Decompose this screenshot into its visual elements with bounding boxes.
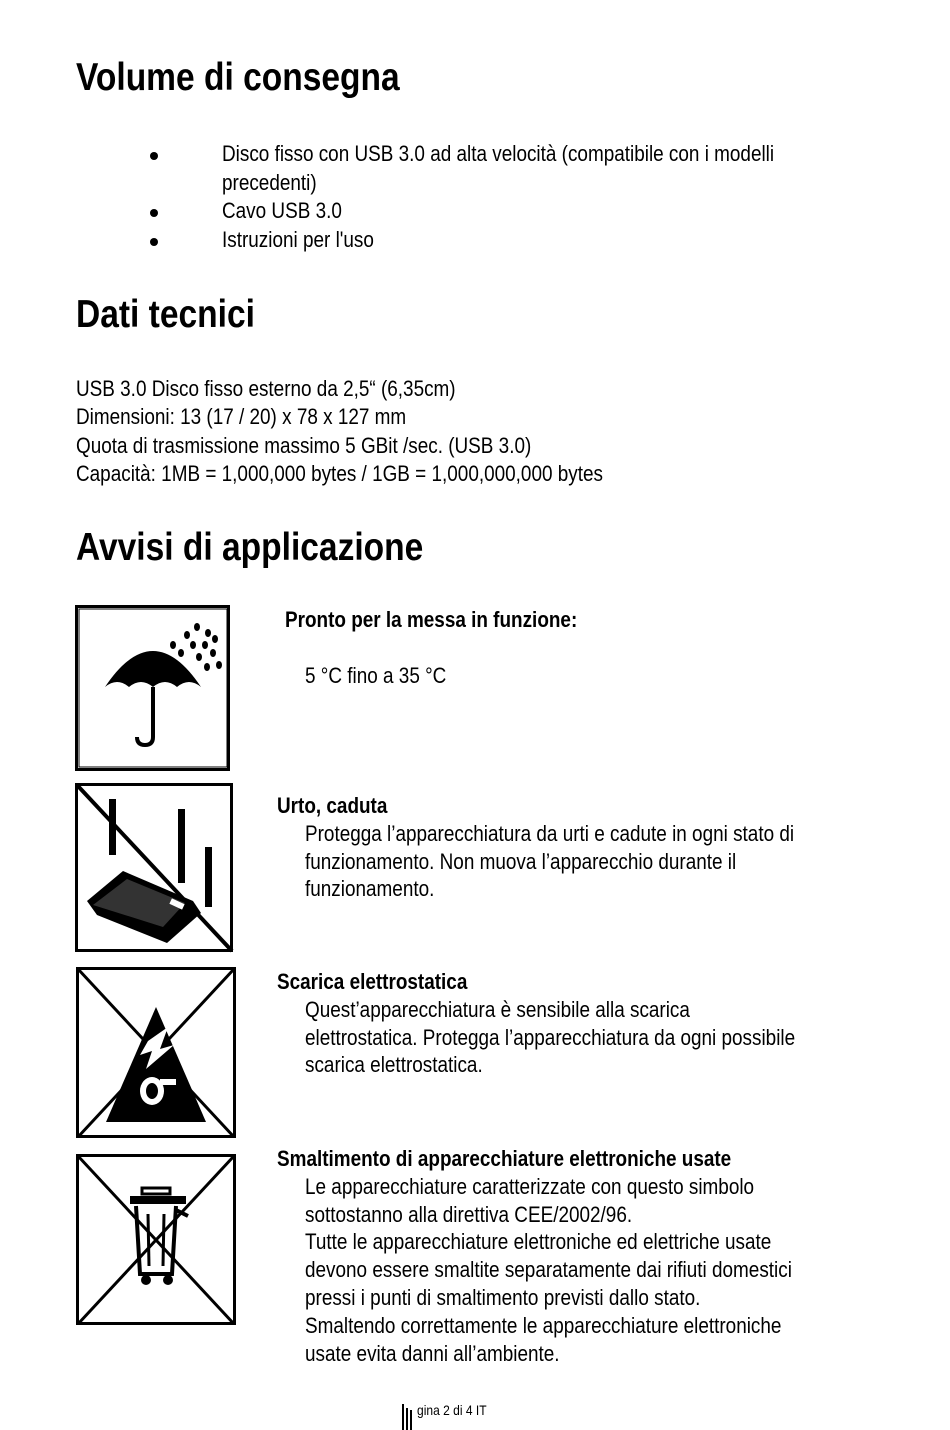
spec-line: Capacità: 1MB = 1,000,000 bytes / 1GB = 1,000,000,000 bytes	[76, 460, 603, 486]
notice-title: Smaltimento di apparecchiature elettroniche usate	[277, 1146, 732, 1171]
umbrella-icon	[75, 605, 231, 772]
page-number: gina 2 di 4 IT	[417, 1402, 487, 1418]
list-item: Disco fisso con USB 3.0 ad alta velocità (compatibile con i modelli precedenti)	[150, 140, 864, 197]
temperature-range: 5 °C fino a 35 °C	[305, 662, 447, 688]
notice-shock: Urto, caduta Protegga l’apparecchiatura da urti e cadute in ogni stato di funzionamento. Non muova l’apparecchio durante il funzionamento.	[277, 793, 795, 902]
notice-title: Scarica elettrostatica	[277, 969, 468, 994]
delivery-list	[150, 140, 864, 254]
notice-esd: Scarica elettrostatica Quest’apparecchiatura è sensibile alla scarica elettrostatica. Protegga l’apparecchiatura da ogni possibile scarica elettrostatica.	[277, 969, 796, 1078]
notice-disposal: Smaltimento di apparecchiature elettroniche usate Le apparecchiature caratterizzate con questo simbolo sottostanno alla direttiva CEE/2002/96. Tutte le apparecchiature elettroniche ed elettriche usate devono essere smaltite separatamente dai rifiuti domestici pressi i punti di smaltimento previsti dallo stato. Smaltendo correttamente le apparecchiature elettroniche usate evita danni all’ambiente.	[277, 1146, 792, 1366]
spec-line: Quota di trasmissione massimo 5 GBit /sec. (USB 3.0)	[76, 432, 532, 458]
spec-line: USB 3.0 Disco fisso esterno da 2,5“ (6,35cm)	[76, 376, 456, 401]
bullet-icon	[150, 209, 158, 217]
heading-notices: Avvisi di applicazione	[76, 526, 424, 569]
bullet-icon	[150, 152, 158, 160]
no-drop-icon	[75, 783, 234, 953]
notice-operating	[285, 606, 625, 690]
heading-delivery: Volume di consegna	[76, 56, 400, 99]
notice-title: Pronto per la messa in funzione:	[285, 607, 578, 632]
tech-specs	[76, 375, 689, 488]
list-item: Cavo USB 3.0	[150, 197, 864, 226]
list-item: Istruzioni per l'uso	[150, 226, 864, 255]
weee-bin-icon	[76, 1154, 236, 1326]
bullet-icon	[150, 238, 158, 246]
esd-warning-icon	[76, 967, 236, 1139]
footer-bars-icon	[400, 1404, 416, 1430]
spec-line: Dimensioni: 13 (17 / 20) x 78 x 127 mm	[76, 404, 407, 430]
heading-tech: Dati tecnici	[76, 293, 255, 336]
notice-title: Urto, caduta	[277, 793, 388, 818]
